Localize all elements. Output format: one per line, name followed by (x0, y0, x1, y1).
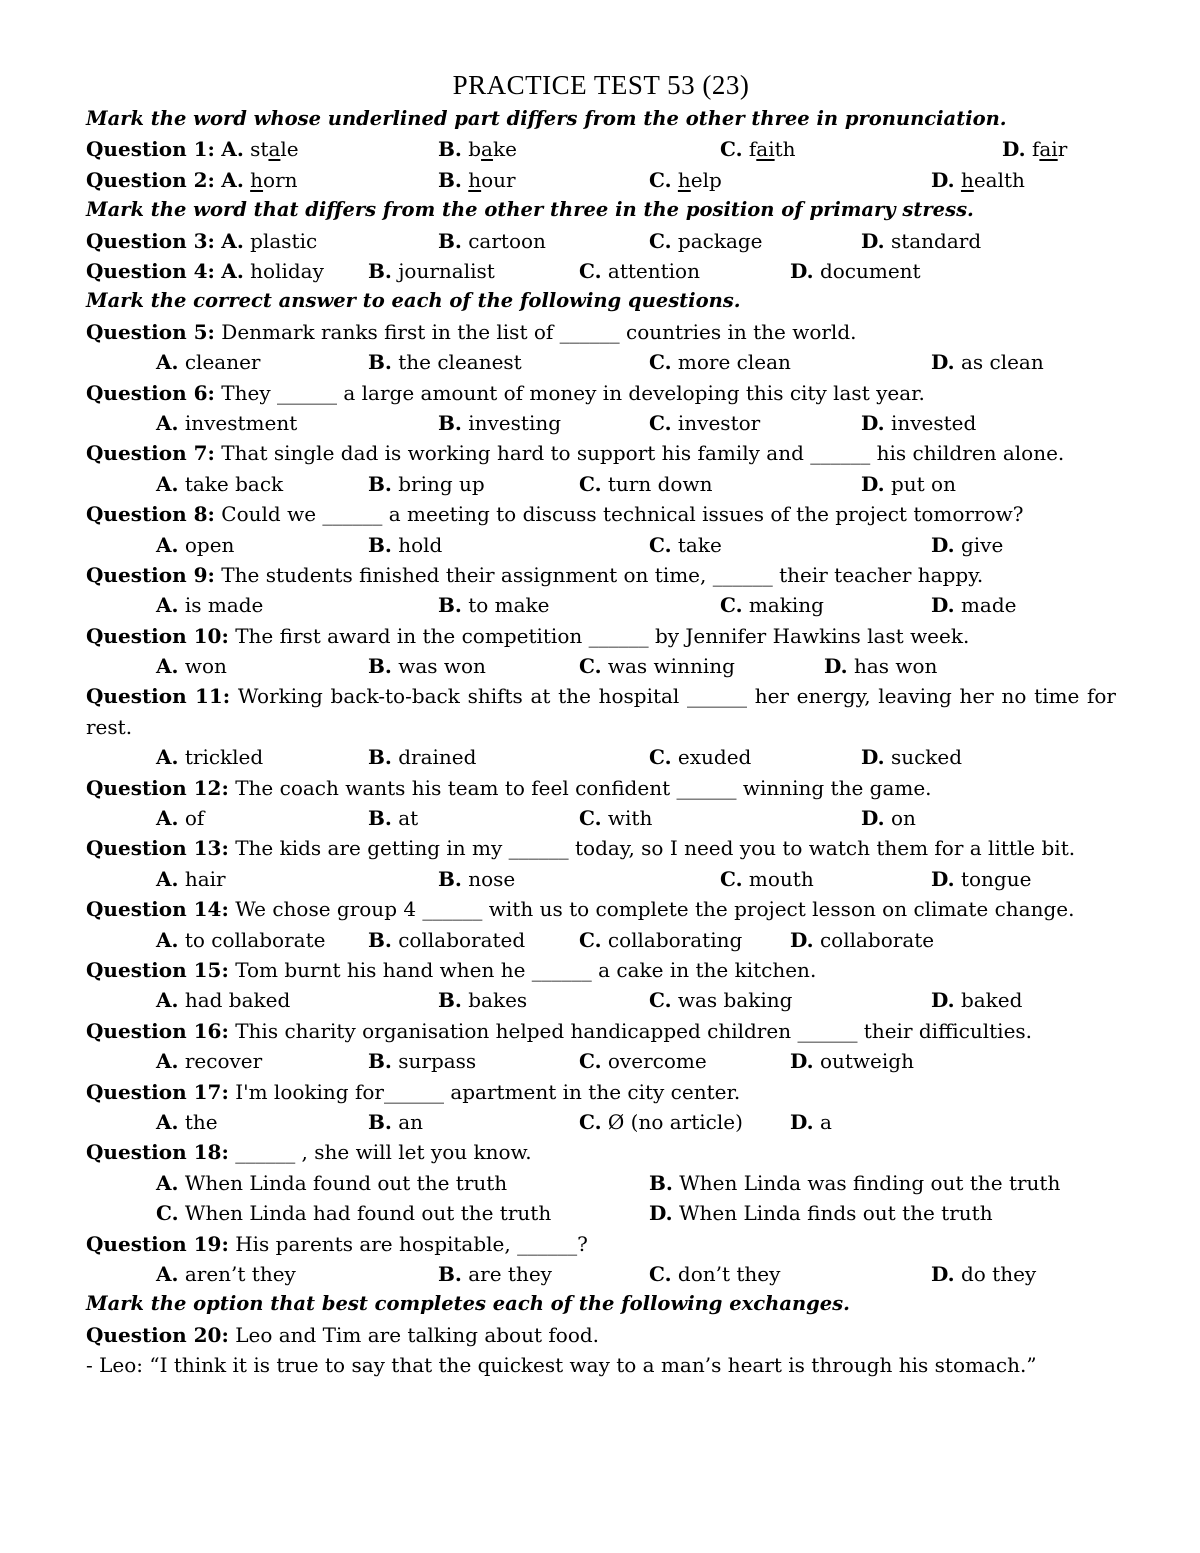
question-15-options: A. had baked B. bakes C. was baking D. baked (156, 988, 1023, 1013)
question-17-stem: Question 17: I'm looking for______ apartment in the city center. (86, 1079, 741, 1104)
question-16-stem: Question 16: This charity organisation helped handicapped children ______ their difficulties. (86, 1018, 1033, 1043)
option-c: C. faith (720, 137, 796, 162)
question-5-stem: Question 5: Denmark ranks first in the list of ______ countries in the world. (86, 319, 857, 344)
question-5-options: A. cleaner B. the cleanest C. more clean D. as clean (156, 350, 1044, 375)
question-14-stem: Question 14: We chose group 4 ______ with us to complete the project lesson on climate change. (86, 897, 1075, 922)
question-9-options: A. is made B. to make C. making D. made (156, 593, 1017, 618)
question-4: Question 4: A. holiday B. journalist C. attention D. document (86, 258, 921, 283)
question-19-options: A. aren’t they B. are they C. don’t they D. do they (156, 1261, 1037, 1286)
question-10-stem: Question 10: The first award in the competition ______ by Jennifer Hawkins last week. (86, 623, 970, 648)
question-10-options: A. won B. was won C. was winning D. has won (156, 654, 938, 679)
option-b: B. hour (438, 167, 516, 192)
question-12-options: A. of B. at C. with D. on (156, 806, 916, 831)
question-18-options-row1: A. When Linda found out the truth B. When Linda was finding out the truth (156, 1170, 1061, 1195)
question-13-options: A. hair B. nose C. mouth D. tongue (156, 866, 1032, 891)
section-instruction-stress: Mark the word that differs from the other three in the position of primary stress. (86, 198, 974, 222)
question-14-options: A. to collaborate B. collaborated C. collaborating D. collaborate (156, 927, 935, 952)
question-8-stem: Question 8: Could we ______ a meeting to discuss technical issues of the project tomorrow? (86, 502, 1024, 527)
option-b: B. bake (438, 137, 517, 162)
option-c: C. help (649, 167, 722, 192)
question-15-stem: Question 15: Tom burnt his hand when he ______ a cake in the kitchen. (86, 958, 817, 983)
question-18-stem: Question 18: ______ , she will let you know. (86, 1140, 532, 1165)
question-6-options: A. investment B. investing C. investor D. invested (156, 410, 977, 435)
section-instruction-correct-answer: Mark the correct answer to each of the following questions. (86, 289, 741, 313)
question-12-stem: Question 12: The coach wants his team to feel confident ______ winning the game. (86, 775, 932, 800)
question-13-stem: Question 13: The kids are getting in my ______ today, so I need you to watch them for a little bit. (86, 836, 1076, 861)
question-20-dialogue: - Leo: “I think it is true to say that the quickest way to a man’s heart is through his stomach.” (86, 1353, 1037, 1378)
question-20-stem: Question 20: Leo and Tim are talking about food. (86, 1322, 600, 1347)
question-1: Question 1: A. stale B. bake C. faith D. fair (86, 134, 1116, 164)
question-2: Question 2: A. horn B. hour C. help D. health (86, 165, 1116, 195)
question-11-stem: Question 11: Working back-to-back shifts at the hospital ______ her energy, leaving her no time for rest. (86, 684, 1116, 739)
section-instruction-pronunciation: Mark the word whose underlined part differs from the other three in pronunciation. (86, 107, 1007, 130)
question-3: Question 3: A. plastic B. cartoon C. package D. standard (86, 228, 982, 253)
question-7-options: A. take back B. bring up C. turn down D. put on (156, 471, 956, 496)
question-6-stem: Question 6: They ______ a large amount of money in developing this city last year. (86, 380, 925, 405)
question-19-stem: Question 19: His parents are hospitable, ______? (86, 1231, 588, 1256)
question-18-options-row2: C. When Linda had found out the truth D. When Linda finds out the truth (156, 1201, 993, 1226)
question-7-stem: Question 7: That single dad is working hard to support his family and ______ his children alone. (86, 441, 1065, 466)
question-8-options: A. open B. hold C. take D. give (156, 532, 1004, 557)
question-9-stem: Question 9: The students finished their assignment on time, ______ their teacher happy. (86, 562, 984, 587)
question-16-options: A. recover B. surpass C. overcome D. outweigh (156, 1049, 914, 1074)
page-title: PRACTICE TEST 53 (23) (452, 70, 750, 100)
question-17-options: A. the B. an C. Ø (no article) D. a (156, 1110, 832, 1135)
question-11-options: A. trickled B. drained C. exuded D. sucked (156, 745, 963, 770)
option-d: D. health (931, 167, 1025, 192)
option-d: D. fair (1002, 137, 1068, 162)
worksheet-page (86, 66, 1116, 1381)
section-instruction-exchanges: Mark the option that best completes each of the following exchanges. (86, 1292, 850, 1316)
